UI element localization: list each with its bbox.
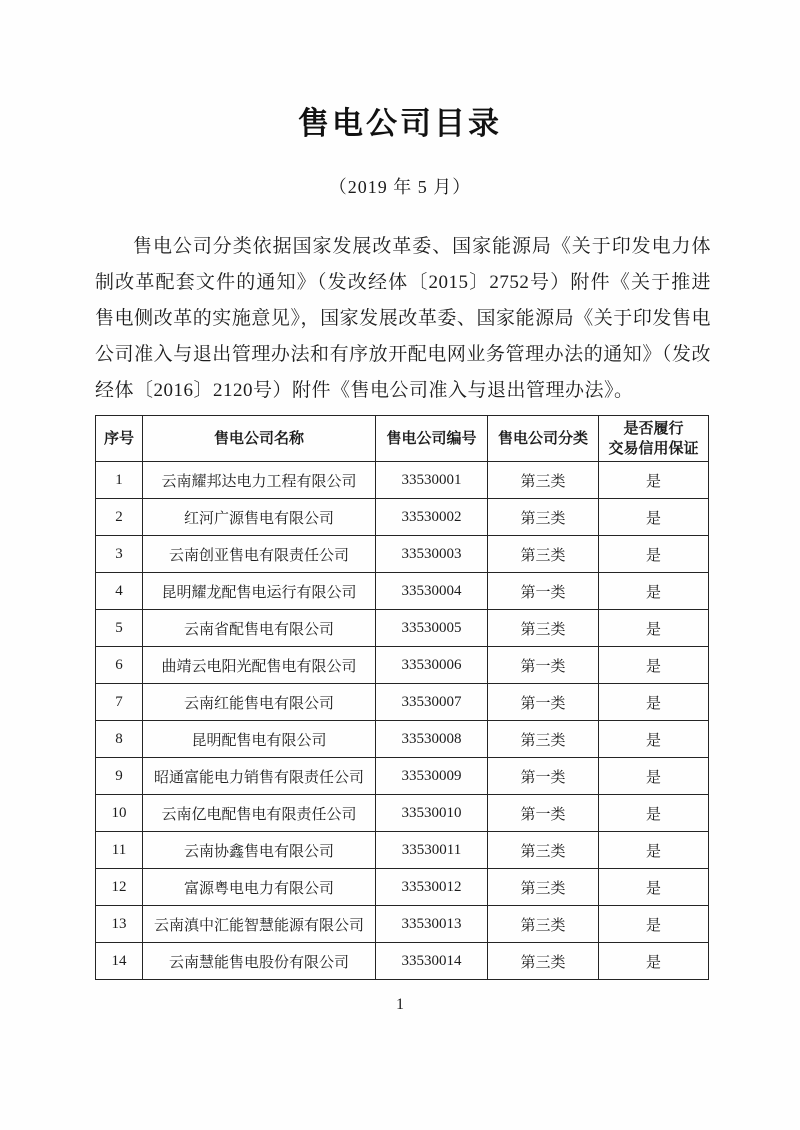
intro-paragraph: 售电公司分类依据国家发展改革委、国家能源局《关于印发电力体制改革配套文件的通知》（发改经体〔2015〕2752号）附件《关于推进售电侧改革的实施意见》，国家发展改革委、国家能源局《关于印发售电公司准入与退出管理办法和有序放开配电网业务管理办法的通知》（发改经体〔2016〕2120号）附件《售电公司准入与退出管理办法》。: [95, 236, 711, 401]
cell-company-code: 33530002: [376, 499, 488, 536]
table-row: [96, 499, 709, 536]
cell-company-category: 第三类: [488, 906, 599, 943]
cell-company-name: 昆明配售电有限公司: [143, 721, 376, 758]
cell-index: 11: [96, 832, 143, 869]
header-row: [96, 416, 709, 462]
cell-company-name: 富源粤电电力有限公司: [143, 869, 376, 906]
table-row: [96, 906, 709, 943]
cell-credit-guarantee: 是: [599, 610, 709, 647]
cell-company-category: 第三类: [488, 499, 599, 536]
cell-credit-guarantee: 是: [599, 795, 709, 832]
cell-company-code: 33530001: [376, 462, 488, 499]
cell-index: 1: [96, 462, 143, 499]
table-row: [96, 610, 709, 647]
cell-company-category: 第三类: [488, 610, 599, 647]
cell-company-code: 33530007: [376, 684, 488, 721]
cell-company-category: 第三类: [488, 869, 599, 906]
table-row: [96, 536, 709, 573]
table-row: [96, 573, 709, 610]
cell-index: 5: [96, 610, 143, 647]
cell-company-code: 33530013: [376, 906, 488, 943]
cell-company-category: 第一类: [488, 647, 599, 684]
cell-index: 7: [96, 684, 143, 721]
cell-company-code: 33530010: [376, 795, 488, 832]
cell-credit-guarantee: 是: [599, 869, 709, 906]
cell-index: 10: [96, 795, 143, 832]
cell-company-name: 云南耀邦达电力工程有限公司: [143, 462, 376, 499]
cell-company-name: 云南省配售电有限公司: [143, 610, 376, 647]
header-company-category: 售电公司分类: [488, 416, 599, 462]
cell-credit-guarantee: 是: [599, 536, 709, 573]
header-credit-line1: 是否履行: [623, 420, 684, 437]
company-table-header: [96, 416, 709, 462]
cell-company-name: 云南协鑫售电有限公司: [143, 832, 376, 869]
cell-company-code: 33530009: [376, 758, 488, 795]
cell-index: 2: [96, 499, 143, 536]
cell-index: 8: [96, 721, 143, 758]
cell-index: 6: [96, 647, 143, 684]
cell-company-category: 第一类: [488, 758, 599, 795]
cell-company-name: 红河广源售电有限公司: [143, 499, 376, 536]
table-row: [96, 721, 709, 758]
page-subtitle: （2019 年 5 月）: [328, 177, 472, 197]
cell-credit-guarantee: 是: [599, 684, 709, 721]
cell-company-category: 第一类: [488, 573, 599, 610]
cell-company-name: 曲靖云电阳光配售电有限公司: [143, 647, 376, 684]
page-title: 售电公司目录: [298, 106, 502, 141]
cell-company-category: 第三类: [488, 832, 599, 869]
cell-credit-guarantee: 是: [599, 943, 709, 980]
cell-credit-guarantee: 是: [599, 721, 709, 758]
cell-credit-guarantee: 是: [599, 499, 709, 536]
cell-company-name: 云南滇中汇能智慧能源有限公司: [143, 906, 376, 943]
page-number: 1: [396, 996, 404, 1013]
cell-index: 14: [96, 943, 143, 980]
cell-index: 13: [96, 906, 143, 943]
header-index: 序号: [96, 416, 143, 462]
cell-company-category: 第三类: [488, 462, 599, 499]
cell-credit-guarantee: 是: [599, 758, 709, 795]
table-row: [96, 758, 709, 795]
header-company-name: 售电公司名称: [143, 416, 376, 462]
cell-company-code: 33530003: [376, 536, 488, 573]
cell-index: 9: [96, 758, 143, 795]
cell-credit-guarantee: 是: [599, 573, 709, 610]
table-row: [96, 943, 709, 980]
cell-credit-guarantee: 是: [599, 906, 709, 943]
cell-company-code: 33530006: [376, 647, 488, 684]
cell-company-name: 昭通富能电力销售有限责任公司: [143, 758, 376, 795]
cell-company-category: 第三类: [488, 721, 599, 758]
header-credit-line2: 交易信用保证: [608, 440, 699, 457]
cell-company-code: 33530012: [376, 869, 488, 906]
table-row: [96, 647, 709, 684]
cell-index: 4: [96, 573, 143, 610]
cell-credit-guarantee: 是: [599, 647, 709, 684]
cell-company-category: 第三类: [488, 943, 599, 980]
table-row: [96, 869, 709, 906]
cell-company-name: 云南红能售电有限公司: [143, 684, 376, 721]
company-table: [95, 415, 709, 980]
table-row: [96, 462, 709, 499]
cell-index: 12: [96, 869, 143, 906]
cell-company-name: 云南创亚售电有限责任公司: [143, 536, 376, 573]
cell-company-code: 33530004: [376, 573, 488, 610]
cell-index: 3: [96, 536, 143, 573]
cell-company-category: 第一类: [488, 684, 599, 721]
header-company-code: 售电公司编号: [376, 416, 488, 462]
cell-company-name: 云南慧能售电股份有限公司: [143, 943, 376, 980]
cell-company-code: 33530011: [376, 832, 488, 869]
table-row: [96, 684, 709, 721]
cell-credit-guarantee: 是: [599, 832, 709, 869]
cell-company-name: 昆明耀龙配售电运行有限公司: [143, 573, 376, 610]
cell-company-name: 云南亿电配售电有限责任公司: [143, 795, 376, 832]
cell-company-code: 33530005: [376, 610, 488, 647]
cell-company-category: 第一类: [488, 795, 599, 832]
cell-credit-guarantee: 是: [599, 462, 709, 499]
header-credit-guarantee: [599, 416, 709, 462]
cell-company-category: 第三类: [488, 536, 599, 573]
company-table-body: [96, 462, 709, 980]
cell-company-code: 33530008: [376, 721, 488, 758]
table-row: [96, 832, 709, 869]
cell-company-code: 33530014: [376, 943, 488, 980]
table-row: [96, 795, 709, 832]
